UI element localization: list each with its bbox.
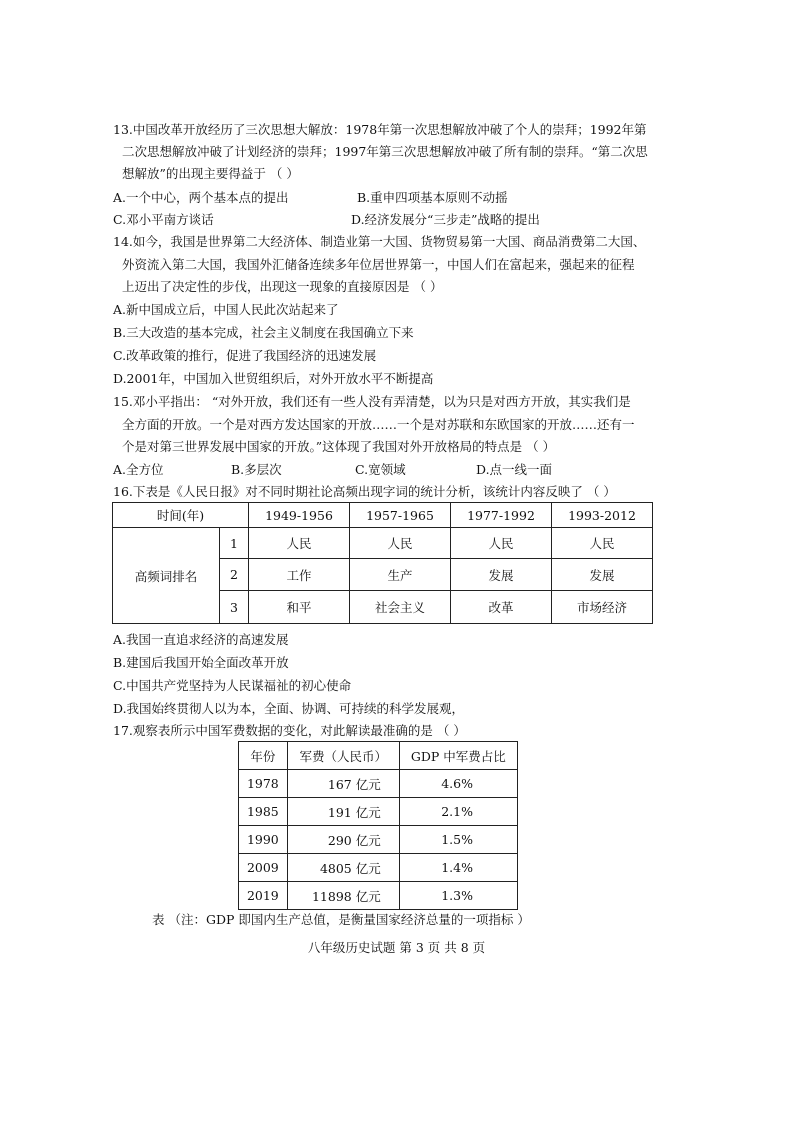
- table-rank: 3: [220, 591, 249, 624]
- table-header-time: 时间(年): [113, 503, 249, 528]
- table-row-group-label: 高频词排名: [113, 528, 220, 624]
- table-rank: 2: [220, 559, 249, 591]
- table-cell: 生产: [350, 559, 451, 591]
- table-header-period: 1949-1956: [249, 503, 350, 528]
- table-cell-gdp-share: 1.3%: [399, 882, 517, 910]
- q17-stem: 17.观察表所示中国军费数据的变化，对此解读最准确的是 （ ）: [113, 723, 466, 738]
- table-cell-gdp-share: 1.4%: [399, 854, 517, 882]
- table-cell: 人民: [451, 528, 552, 559]
- table-cell-spending: 191 亿元: [287, 798, 399, 826]
- q14-line-1: 14.如今，我国是世界第二大经济体、制造业第一大国、货物贸易第一大国、商品消费第二大国、: [113, 234, 646, 249]
- table-cell-year: 1990: [239, 826, 288, 854]
- q15-option-a: A.全方位: [113, 462, 164, 477]
- table-cell: 发展: [451, 559, 552, 591]
- q16-option-d: D.我国始终贯彻人以为本，全面、协调、可持续的科学发展观，: [113, 701, 465, 716]
- q14-option-a: A.新中国成立后，中国人民此次站起来了: [113, 302, 339, 317]
- q14-line-2: 外资流入第二大国，我国外汇储备连续多年位居世界第一，中国人们在富起来，强起来的征程: [122, 257, 635, 272]
- table-cell-year: 1978: [239, 770, 288, 798]
- q13-line-3: 想解放”的出现主要得益于 （ ）: [122, 166, 299, 181]
- table-cell: 发展: [552, 559, 653, 591]
- table-cell-year: 2019: [239, 882, 288, 910]
- q17-table-note: 表 （注：GDP 即国内生产总值，是衡量国家经济总量的一项指标 ）: [152, 912, 530, 927]
- q15-option-b: B.多层次: [231, 462, 282, 477]
- q15-line-2: 全方面的开放。一个是对西方发达国家的开放……一个是对苏联和东欧国家的开放……还有一: [122, 417, 635, 432]
- table-cell-spending: 4805 亿元: [287, 854, 399, 882]
- q16-stem: 16.下表是《人民日报》对不同时期社论高频出现字词的统计分析，该统计内容反映了 （ ）: [113, 484, 616, 499]
- table-cell-year: 2009: [239, 854, 288, 882]
- q16-option-c: C.中国共产党坚持为人民谋福祉的初心使命: [113, 678, 352, 693]
- q15-option-c: C.宽领域: [355, 462, 406, 477]
- page-footer: 八年级历史试题 第 3 页 共 8 页: [307, 940, 486, 955]
- q13-line-1: 13.中国改革开放经历了三次思想大解放：1978年第一次思想解放冲破了个人的崇拜；1992年第: [113, 122, 647, 137]
- q13-option-b: B.重申四项基本原则不动摇: [357, 190, 508, 205]
- q14-option-c: C.改革政策的推行，促进了我国经济的迅速发展: [113, 348, 377, 363]
- q13-option-a: A.一个中心，两个基本点的提出: [113, 190, 289, 205]
- table-cell-year: 1985: [239, 798, 288, 826]
- q16-option-a: A.我国一直追求经济的高速发展: [113, 632, 289, 647]
- table-cell-gdp-share: 2.1%: [399, 798, 517, 826]
- q14-line-3: 上迈出了决定性的步伐，出现这一现象的直接原因是 （ ）: [122, 279, 443, 294]
- table-cell-spending: 290 亿元: [287, 826, 399, 854]
- q15-line-1: 15.邓小平指出： “对外开放，我们还有一些人没有弄清楚，以为只是对西方开放，其实我们是: [113, 394, 631, 409]
- q15-line-3: 个是对第三世界发展中国家的开放。”这体现了我国对外开放格局的特点是 （ ）: [122, 439, 556, 454]
- q13-option-d: D.经济发展分“三步走”战略的提出: [351, 212, 540, 227]
- table-cell: 人民: [350, 528, 451, 559]
- table-cell: 和平: [249, 591, 350, 624]
- q16-word-frequency-table: [112, 502, 653, 624]
- table-cell: 人民: [552, 528, 653, 559]
- table-header-gdp-share: GDP 中军费占比: [399, 742, 517, 770]
- table-cell-gdp-share: 4.6%: [399, 770, 517, 798]
- table-cell: 工作: [249, 559, 350, 591]
- table-cell-spending: 11898 亿元: [287, 882, 399, 910]
- table-header-year: 年份: [239, 742, 288, 770]
- table-cell: 市场经济: [552, 591, 653, 624]
- table-cell: 社会主义: [350, 591, 451, 624]
- table-header-period: 1957-1965: [350, 503, 451, 528]
- q14-option-d: D.2001年，中国加入世贸组织后，对外开放水平不断提高: [113, 371, 434, 386]
- table-header-spending: 军费（人民币）: [287, 742, 399, 770]
- table-cell-spending: 167 亿元: [287, 770, 399, 798]
- q13-option-c: C.邓小平南方谈话: [113, 212, 214, 227]
- table-cell-gdp-share: 1.5%: [399, 826, 517, 854]
- table-cell: 改革: [451, 591, 552, 624]
- q15-option-d: D.点一线一面: [476, 462, 553, 477]
- table-rank: 1: [220, 528, 249, 559]
- q17-military-spending-table: [238, 741, 518, 910]
- q16-option-b: B.建国后我国开始全面改革开放: [113, 655, 289, 670]
- q13-line-2: 二次思想解放冲破了计划经济的崇拜；1997年第三次思想解放冲破了所有制的崇拜。“第二次思: [122, 144, 648, 159]
- q14-option-b: B.三大改造的基本完成，社会主义制度在我国确立下来: [113, 325, 414, 340]
- table-header-period: 1977-1992: [451, 503, 552, 528]
- table-cell: 人民: [249, 528, 350, 559]
- table-header-period: 1993-2012: [552, 503, 653, 528]
